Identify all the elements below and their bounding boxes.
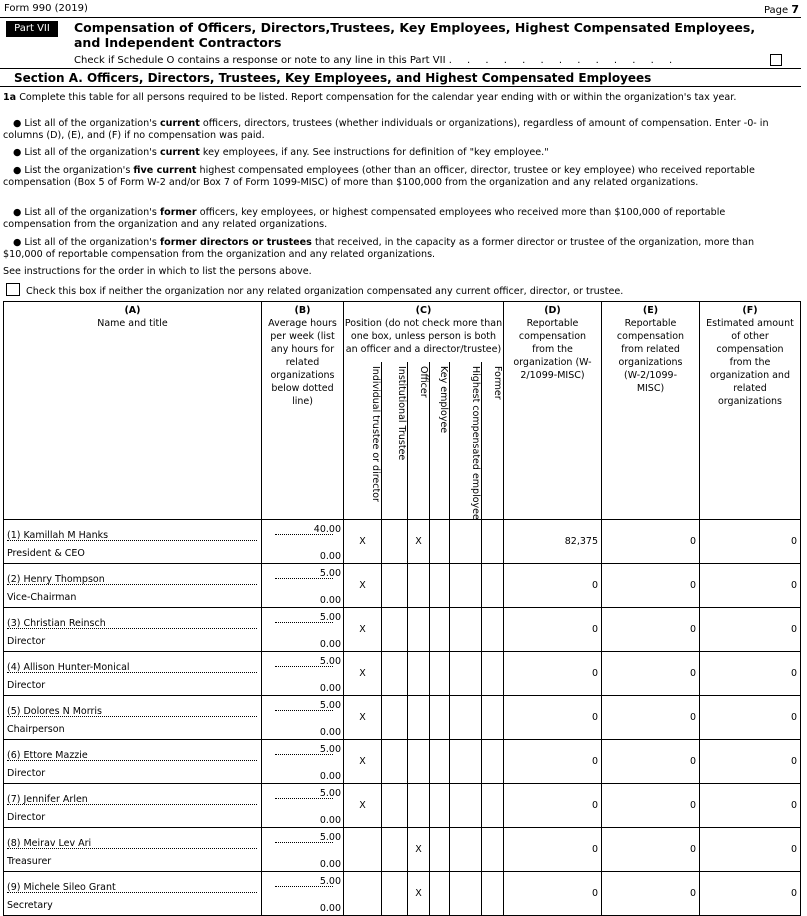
table-row xyxy=(4,652,801,696)
dotted-line xyxy=(7,760,257,761)
position-checkbox[interactable] xyxy=(408,608,430,652)
position-checkbox[interactable] xyxy=(450,696,482,740)
position-checkbox[interactable] xyxy=(482,520,504,564)
position-checkbox[interactable] xyxy=(450,652,482,696)
no-compensation-text: Check this box if neither the organization nor any related organization compensated any current officer, director, or trustee. xyxy=(26,286,624,297)
position-checkbox[interactable] xyxy=(482,564,504,608)
instr-text: List all of the organization's xyxy=(24,118,160,129)
instr-text: key employees, if any. See instructions for definition of "key employee." xyxy=(199,147,549,158)
comp-related-cell: 0 xyxy=(602,520,700,564)
table-row xyxy=(4,828,801,872)
position-checkbox[interactable] xyxy=(408,564,430,608)
position-checkbox[interactable] xyxy=(382,784,408,828)
position-checkbox[interactable] xyxy=(482,608,504,652)
comp-org-cell: 0 xyxy=(504,608,602,652)
section-a-title: Section A. Officers, Directors, Trustees, Key Employees, and Highest Compensated Employees xyxy=(14,71,652,85)
hours-related-value: 0.00 xyxy=(319,903,341,915)
hours-value: 5.00 xyxy=(319,568,341,580)
name-title-cell xyxy=(4,828,262,872)
instr-bold: current xyxy=(159,118,200,129)
position-checkbox[interactable] xyxy=(382,564,408,608)
instr-bold: five current xyxy=(133,165,197,176)
schedule-o-label: Check if Schedule O contains a response or note to any line in this Part VII xyxy=(74,55,446,66)
instruction-bullet-former: ● List all of the organization's former officers, key employees, or highest compensated employees who received more than $100,000 of reportable compensation from the organization and any related organizations. xyxy=(3,207,726,230)
col-b-title: Average hours per week (list any hours for related organizations below dotted line) xyxy=(268,318,337,407)
position-checkbox[interactable]: X xyxy=(408,872,430,916)
position-checkbox[interactable] xyxy=(382,740,408,784)
col-c-institutional-trustee: Institutional Trustee xyxy=(382,362,408,520)
table-row xyxy=(4,872,801,916)
col-e-header xyxy=(602,302,700,520)
page-number xyxy=(764,3,799,16)
position-checkbox[interactable] xyxy=(408,784,430,828)
position-checkbox[interactable]: X xyxy=(344,696,382,740)
hours-value: 5.00 xyxy=(319,876,341,888)
instr-bold: former directors or trustees xyxy=(159,237,312,248)
hours-value: 5.00 xyxy=(319,612,341,624)
page-num: 7 xyxy=(791,3,799,16)
dotted-line xyxy=(7,672,257,673)
hours-cell xyxy=(262,652,344,696)
position-checkbox[interactable] xyxy=(382,520,408,564)
position-checkbox[interactable] xyxy=(408,696,430,740)
table-row xyxy=(4,520,801,564)
position-checkbox[interactable] xyxy=(430,608,450,652)
col-c-officer: Officer xyxy=(408,362,430,520)
comp-related-cell: 0 xyxy=(602,652,700,696)
instruction-order: See instructions for the order in which to list the persons above. xyxy=(3,266,312,277)
person-title: Director xyxy=(7,680,46,692)
hours-related-value: 0.00 xyxy=(319,859,341,871)
name-title-cell xyxy=(4,784,262,828)
instr-bold: former xyxy=(159,207,197,218)
hours-related-value: 0.00 xyxy=(319,551,341,563)
col-a-title: Name and title xyxy=(97,318,168,329)
position-checkbox[interactable] xyxy=(482,740,504,784)
position-checkbox[interactable] xyxy=(450,740,482,784)
col-d-header xyxy=(504,302,602,520)
divider xyxy=(0,86,801,87)
position-checkbox[interactable] xyxy=(430,520,450,564)
position-checkbox[interactable] xyxy=(450,828,482,872)
hours-cell xyxy=(262,564,344,608)
comp-org-cell: 0 xyxy=(504,740,602,784)
instruction-1a-label: 1a xyxy=(3,92,17,103)
position-checkbox[interactable] xyxy=(482,828,504,872)
person-name: (4) Allison Hunter-Monical xyxy=(7,662,130,674)
position-checkbox[interactable] xyxy=(482,872,504,916)
comp-org-cell: 0 xyxy=(504,784,602,828)
person-name: (9) Michele Sileo Grant xyxy=(7,882,116,894)
name-title-cell xyxy=(4,696,262,740)
comp-related-cell: 0 xyxy=(602,696,700,740)
dotted-line xyxy=(275,710,333,711)
col-e-title: Reportable compensation from related organizations (W-2/1099-MISC) xyxy=(616,318,685,394)
instruction-1a-text: Complete this table for all persons required to be listed. Report compensation for the calendar year ending with or within the organization's tax year. xyxy=(16,92,737,103)
position-checkbox[interactable] xyxy=(482,784,504,828)
name-title-cell xyxy=(4,608,262,652)
dotted-line xyxy=(275,666,333,667)
person-title: Vice-Chairman xyxy=(7,592,77,604)
instr-text: officers, directors, trustees (whether individuals or organizations), regardless of amount of compensation. Enter -0- in columns (D), (E), and (F) if no compensation was paid. xyxy=(3,118,769,141)
instr-bold: current xyxy=(159,147,200,158)
hours-value: 5.00 xyxy=(319,832,341,844)
position-checkbox[interactable] xyxy=(382,696,408,740)
dotted-line xyxy=(275,622,333,623)
page-label: Page xyxy=(763,5,792,16)
hours-cell xyxy=(262,828,344,872)
position-checkbox[interactable] xyxy=(450,872,482,916)
comp-related-cell: 0 xyxy=(602,564,700,608)
position-checkbox[interactable] xyxy=(430,696,450,740)
dotted-line xyxy=(7,540,257,541)
comp-other-cell: 0 xyxy=(700,564,801,608)
position-checkbox[interactable] xyxy=(382,608,408,652)
hours-related-value: 0.00 xyxy=(319,815,341,827)
part-title-line2: and Independent Contractors xyxy=(74,35,282,50)
position-checkbox[interactable] xyxy=(482,696,504,740)
no-compensation-checkbox[interactable] xyxy=(6,283,20,296)
col-a-letter: (A) xyxy=(124,305,141,316)
position-checkbox[interactable] xyxy=(450,784,482,828)
position-checkbox[interactable]: X xyxy=(408,828,430,872)
position-checkbox[interactable]: X xyxy=(344,784,382,828)
dotted-line xyxy=(7,848,257,849)
position-checkbox[interactable]: X xyxy=(344,520,382,564)
position-checkbox[interactable] xyxy=(382,828,408,872)
col-b-header xyxy=(262,302,344,520)
col-c-key-employee: Key employee xyxy=(430,362,450,520)
hours-value: 5.00 xyxy=(319,656,341,668)
header-row-1 xyxy=(4,302,801,362)
dotted-line xyxy=(275,578,333,579)
position-checkbox[interactable] xyxy=(430,564,450,608)
hours-related-value: 0.00 xyxy=(319,683,341,695)
position-checkbox[interactable]: X xyxy=(344,740,382,784)
hours-value: 5.00 xyxy=(319,700,341,712)
person-name: (7) Jennifer Arlen xyxy=(7,794,88,806)
comp-related-cell: 0 xyxy=(602,784,700,828)
col-f-title: Estimated amount of other compensation from the organization and related organizations xyxy=(706,318,794,407)
hours-cell xyxy=(262,784,344,828)
col-c-highest-compensated: Highest compensated employee xyxy=(450,362,482,520)
instr-text: that received, in the capacity as a former director or trustee of the organization, more than $10,000 of reportable compensation from the organization and any related organizations. xyxy=(3,237,755,260)
hours-value: 40.00 xyxy=(313,524,341,536)
dotted-line xyxy=(275,886,333,887)
comp-org-cell: 0 xyxy=(504,872,602,916)
compensation-table xyxy=(3,301,801,916)
position-checkbox[interactable] xyxy=(344,828,382,872)
position-checkbox[interactable] xyxy=(408,740,430,784)
col-e-letter: (E) xyxy=(642,305,659,316)
table-row xyxy=(4,740,801,784)
comp-related-cell: 0 xyxy=(602,872,700,916)
hours-value: 5.00 xyxy=(319,744,341,756)
person-title: Secretary xyxy=(7,900,53,912)
hours-cell xyxy=(262,696,344,740)
comp-other-cell: 0 xyxy=(700,828,801,872)
table-row xyxy=(4,564,801,608)
person-title: President & CEO xyxy=(7,548,85,560)
name-title-cell xyxy=(4,652,262,696)
col-c-header xyxy=(344,302,504,362)
schedule-o-checkbox[interactable] xyxy=(770,54,782,66)
col-f-header xyxy=(700,302,801,520)
person-title: Chairperson xyxy=(7,724,65,736)
comp-other-cell: 0 xyxy=(700,652,801,696)
table-row xyxy=(4,696,801,740)
hours-related-value: 0.00 xyxy=(319,639,341,651)
name-title-cell xyxy=(4,564,262,608)
dotted-line xyxy=(7,892,257,893)
comp-org-cell: 0 xyxy=(504,564,602,608)
position-checkbox[interactable] xyxy=(450,608,482,652)
instr-text: highest compensated employees (other than an officer, director, trustee or key employee) who received reportable compensation (Box 5 of Form W-2 and/or Box 7 of Form 1099-MISC) of more than $100,000 from the organization and any related organizations. xyxy=(3,165,755,188)
person-title: Director xyxy=(7,636,46,648)
position-checkbox[interactable] xyxy=(430,740,450,784)
schedule-o-dots: . . . . . . . . . . . . . xyxy=(448,55,679,66)
person-title: Treasurer xyxy=(7,856,52,868)
instruction-bullet-former-directors: ● List all of the organization's former directors or trustees that received, in the capacity as a former director or trustee of the organization, more than $10,000 of reportable compensation from the organization and any related organizations. xyxy=(3,237,755,260)
part-title-line1: Compensation of Officers, Directors,Trustees, Key Employees, Highest Compensated Employees, xyxy=(74,20,756,35)
position-checkbox[interactable] xyxy=(382,872,408,916)
comp-other-cell: 0 xyxy=(700,608,801,652)
instr-text: officers, key employees, or highest compensated employees who received more than $100,000 of reportable compensation from the organization and any related organizations. xyxy=(3,207,726,230)
hours-cell xyxy=(262,520,344,564)
table-row xyxy=(4,608,801,652)
dotted-line xyxy=(275,842,333,843)
person-title: Director xyxy=(7,812,46,824)
position-checkbox[interactable] xyxy=(430,872,450,916)
person-name: (3) Christian Reinsch xyxy=(7,618,106,630)
dotted-line xyxy=(7,628,257,629)
position-checkbox[interactable]: X xyxy=(408,520,430,564)
position-checkbox[interactable] xyxy=(430,828,450,872)
position-checkbox[interactable]: X xyxy=(344,608,382,652)
instruction-bullet-officers: ● List all of the organization's current officers, directors, trustees (whether individuals or organizations), regardless of amount of compensation. Enter -0- in columns (D), (E), and (F) if no compensation was paid. xyxy=(3,118,769,141)
comp-org-cell: 0 xyxy=(504,828,602,872)
part-label: Part VII xyxy=(6,21,58,37)
person-name: (1) Kamillah M Hanks xyxy=(7,530,109,542)
person-name: (5) Dolores N Morris xyxy=(7,706,102,718)
instr-text: List all of the organization's xyxy=(24,207,160,218)
table-row xyxy=(4,784,801,828)
hours-cell xyxy=(262,872,344,916)
position-checkbox[interactable]: X xyxy=(344,652,382,696)
position-checkbox[interactable] xyxy=(482,652,504,696)
instr-text: List all of the organization's xyxy=(24,147,160,158)
col-b-letter: (B) xyxy=(294,305,311,316)
comp-related-cell: 0 xyxy=(602,828,700,872)
name-title-cell xyxy=(4,872,262,916)
divider xyxy=(0,68,801,69)
hours-cell xyxy=(262,740,344,784)
dotted-line xyxy=(275,754,333,755)
person-title: Director xyxy=(7,768,46,780)
position-checkbox[interactable] xyxy=(430,784,450,828)
position-checkbox[interactable] xyxy=(408,652,430,696)
instruction-bullet-key-employees: ● List all of the organization's current key employees, if any. See instructions for definition of "key employee." xyxy=(13,147,549,158)
schedule-o-check-text xyxy=(74,55,678,66)
comp-other-cell: 0 xyxy=(700,872,801,916)
comp-org-cell: 82,375 xyxy=(504,520,602,564)
person-name: (2) Henry Thompson xyxy=(7,574,105,586)
dotted-line xyxy=(7,804,257,805)
comp-related-cell: 0 xyxy=(602,740,700,784)
col-c-former: Former xyxy=(482,362,504,520)
position-checkbox[interactable] xyxy=(344,872,382,916)
dotted-line xyxy=(275,534,333,535)
col-d-letter: (D) xyxy=(544,305,561,316)
col-c-title: Position (do not check more than one box, unless person is both an officer and a director/trustee) xyxy=(344,318,503,355)
name-title-cell xyxy=(4,520,262,564)
position-checkbox[interactable] xyxy=(450,520,482,564)
position-checkbox[interactable] xyxy=(382,652,408,696)
instr-text: List all of the organization's xyxy=(24,237,160,248)
dotted-line xyxy=(7,584,257,585)
hours-related-value: 0.00 xyxy=(319,727,341,739)
comp-other-cell: 0 xyxy=(700,696,801,740)
col-f-letter: (F) xyxy=(742,305,758,316)
person-name: (8) Meirav Lev Ari xyxy=(7,838,92,850)
dotted-line xyxy=(7,716,257,717)
name-title-cell xyxy=(4,740,262,784)
comp-related-cell: 0 xyxy=(602,608,700,652)
hours-related-value: 0.00 xyxy=(319,595,341,607)
comp-org-cell: 0 xyxy=(504,696,602,740)
instr-text: List the organization's xyxy=(24,165,134,176)
col-a-header xyxy=(4,302,262,520)
comp-other-cell: 0 xyxy=(700,784,801,828)
hours-value: 5.00 xyxy=(319,788,341,800)
comp-org-cell: 0 xyxy=(504,652,602,696)
dotted-line xyxy=(275,798,333,799)
position-checkbox[interactable] xyxy=(430,652,450,696)
col-c-letter: (C) xyxy=(415,305,432,316)
instruction-1a xyxy=(3,92,793,104)
comp-other-cell: 0 xyxy=(700,740,801,784)
hours-related-value: 0.00 xyxy=(319,771,341,783)
comp-other-cell: 0 xyxy=(700,520,801,564)
form-label: Form 990 (2019) xyxy=(4,3,88,14)
person-name: (6) Ettore Mazzie xyxy=(7,750,88,762)
divider xyxy=(0,17,801,18)
hours-cell xyxy=(262,608,344,652)
part-title xyxy=(74,20,774,50)
position-checkbox[interactable]: X xyxy=(344,564,382,608)
col-d-title: Reportable compensation from the organization (W-2/1099-MISC) xyxy=(513,318,592,381)
instruction-bullet-highest-comp: ● List the organization's five current highest compensated employees (other than an officer, director, trustee or key employee) who received reportable compensation (Box 5 of Form W-2 and/or Box 7 of Form 1099-MISC) of more than $100,000 from the organization and any related organizations. xyxy=(3,165,755,188)
position-checkbox[interactable] xyxy=(450,564,482,608)
col-c-individual-trustee: Individual trustee or director xyxy=(344,362,382,520)
